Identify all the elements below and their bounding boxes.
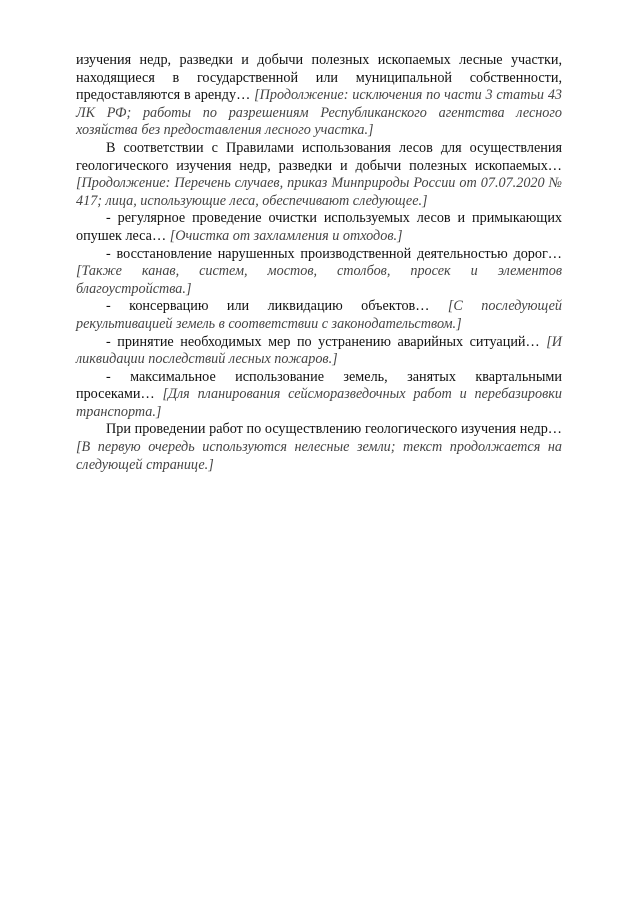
paragraph-forest-use-rules [76, 140, 562, 210]
paragraph-summary: [Продолжение: Перечень случаев, приказ Минприроды России от 07.07.2020 № 417; лица, использующие леса, обеспечивают следующее.] [76, 175, 562, 209]
list-item-land-use [76, 369, 562, 422]
paragraph-summary: [И ликвидации последствий лесных пожаров.] [76, 333, 562, 368]
paragraph-excerpt: - максимальное использование земель, занятых квартальными просеками… [76, 368, 562, 403]
paragraph-excerpt: - консервацию или ликвидацию объектов… [106, 298, 430, 315]
paragraph-excerpt: При проведении работ по осуществлению геологического изучения недр… [106, 421, 562, 438]
paragraph-summary: [В первую очередь используются нелесные земли; текст продолжается на следующей странице.] [76, 439, 562, 473]
paragraph-non-forest-lands [76, 421, 562, 474]
list-item-emergency [76, 334, 562, 369]
paragraph-summary: [Для планирования сейсморазведочных работ и перебазировки транспорта.] [76, 386, 563, 420]
paragraph-excerpt: В соответствии с Правилами использования лесов для осуществления геологического изучения недр, разведки и добычи полезных ископаемых… [76, 139, 562, 174]
paragraph-excerpt: - принятие необходимых мер по устранению аварийных ситуаций… [106, 333, 540, 350]
list-item-restoration [76, 246, 562, 299]
paragraph-excerpt: изучения недр, разведки и добычи полезных ископаемых лесные участки, находящиеся в государственной или муниципальной собственности, предоставляются в аренду… [76, 52, 562, 104]
list-item-cleaning [76, 210, 562, 245]
paragraph-summary: [С последующей рекультивацией земель в соответствии с законодательством.] [76, 298, 563, 332]
paragraph-summary: [Также канав, систем, мостов, столбов, просек и элементов благоустройства.] [76, 263, 562, 297]
list-item-conservation [76, 298, 562, 333]
paragraph-summary: [Очистка от захламления и отходов.] [169, 227, 403, 244]
paragraph-summary: [Продолжение: исключения по части 3 статьи 43 ЛК РФ; работы по разрешениям Республиканского агентства лесного хозяйства без предоставления лесного участка.] [76, 87, 563, 139]
paragraph-land-plots-lease [76, 52, 562, 140]
paragraph-excerpt: - восстановление нарушенных производственной деятельностью дорог… [106, 245, 562, 262]
paragraph-excerpt: - регулярное проведение очистки используемых лесов и примыкающих опушек леса… [76, 210, 562, 244]
